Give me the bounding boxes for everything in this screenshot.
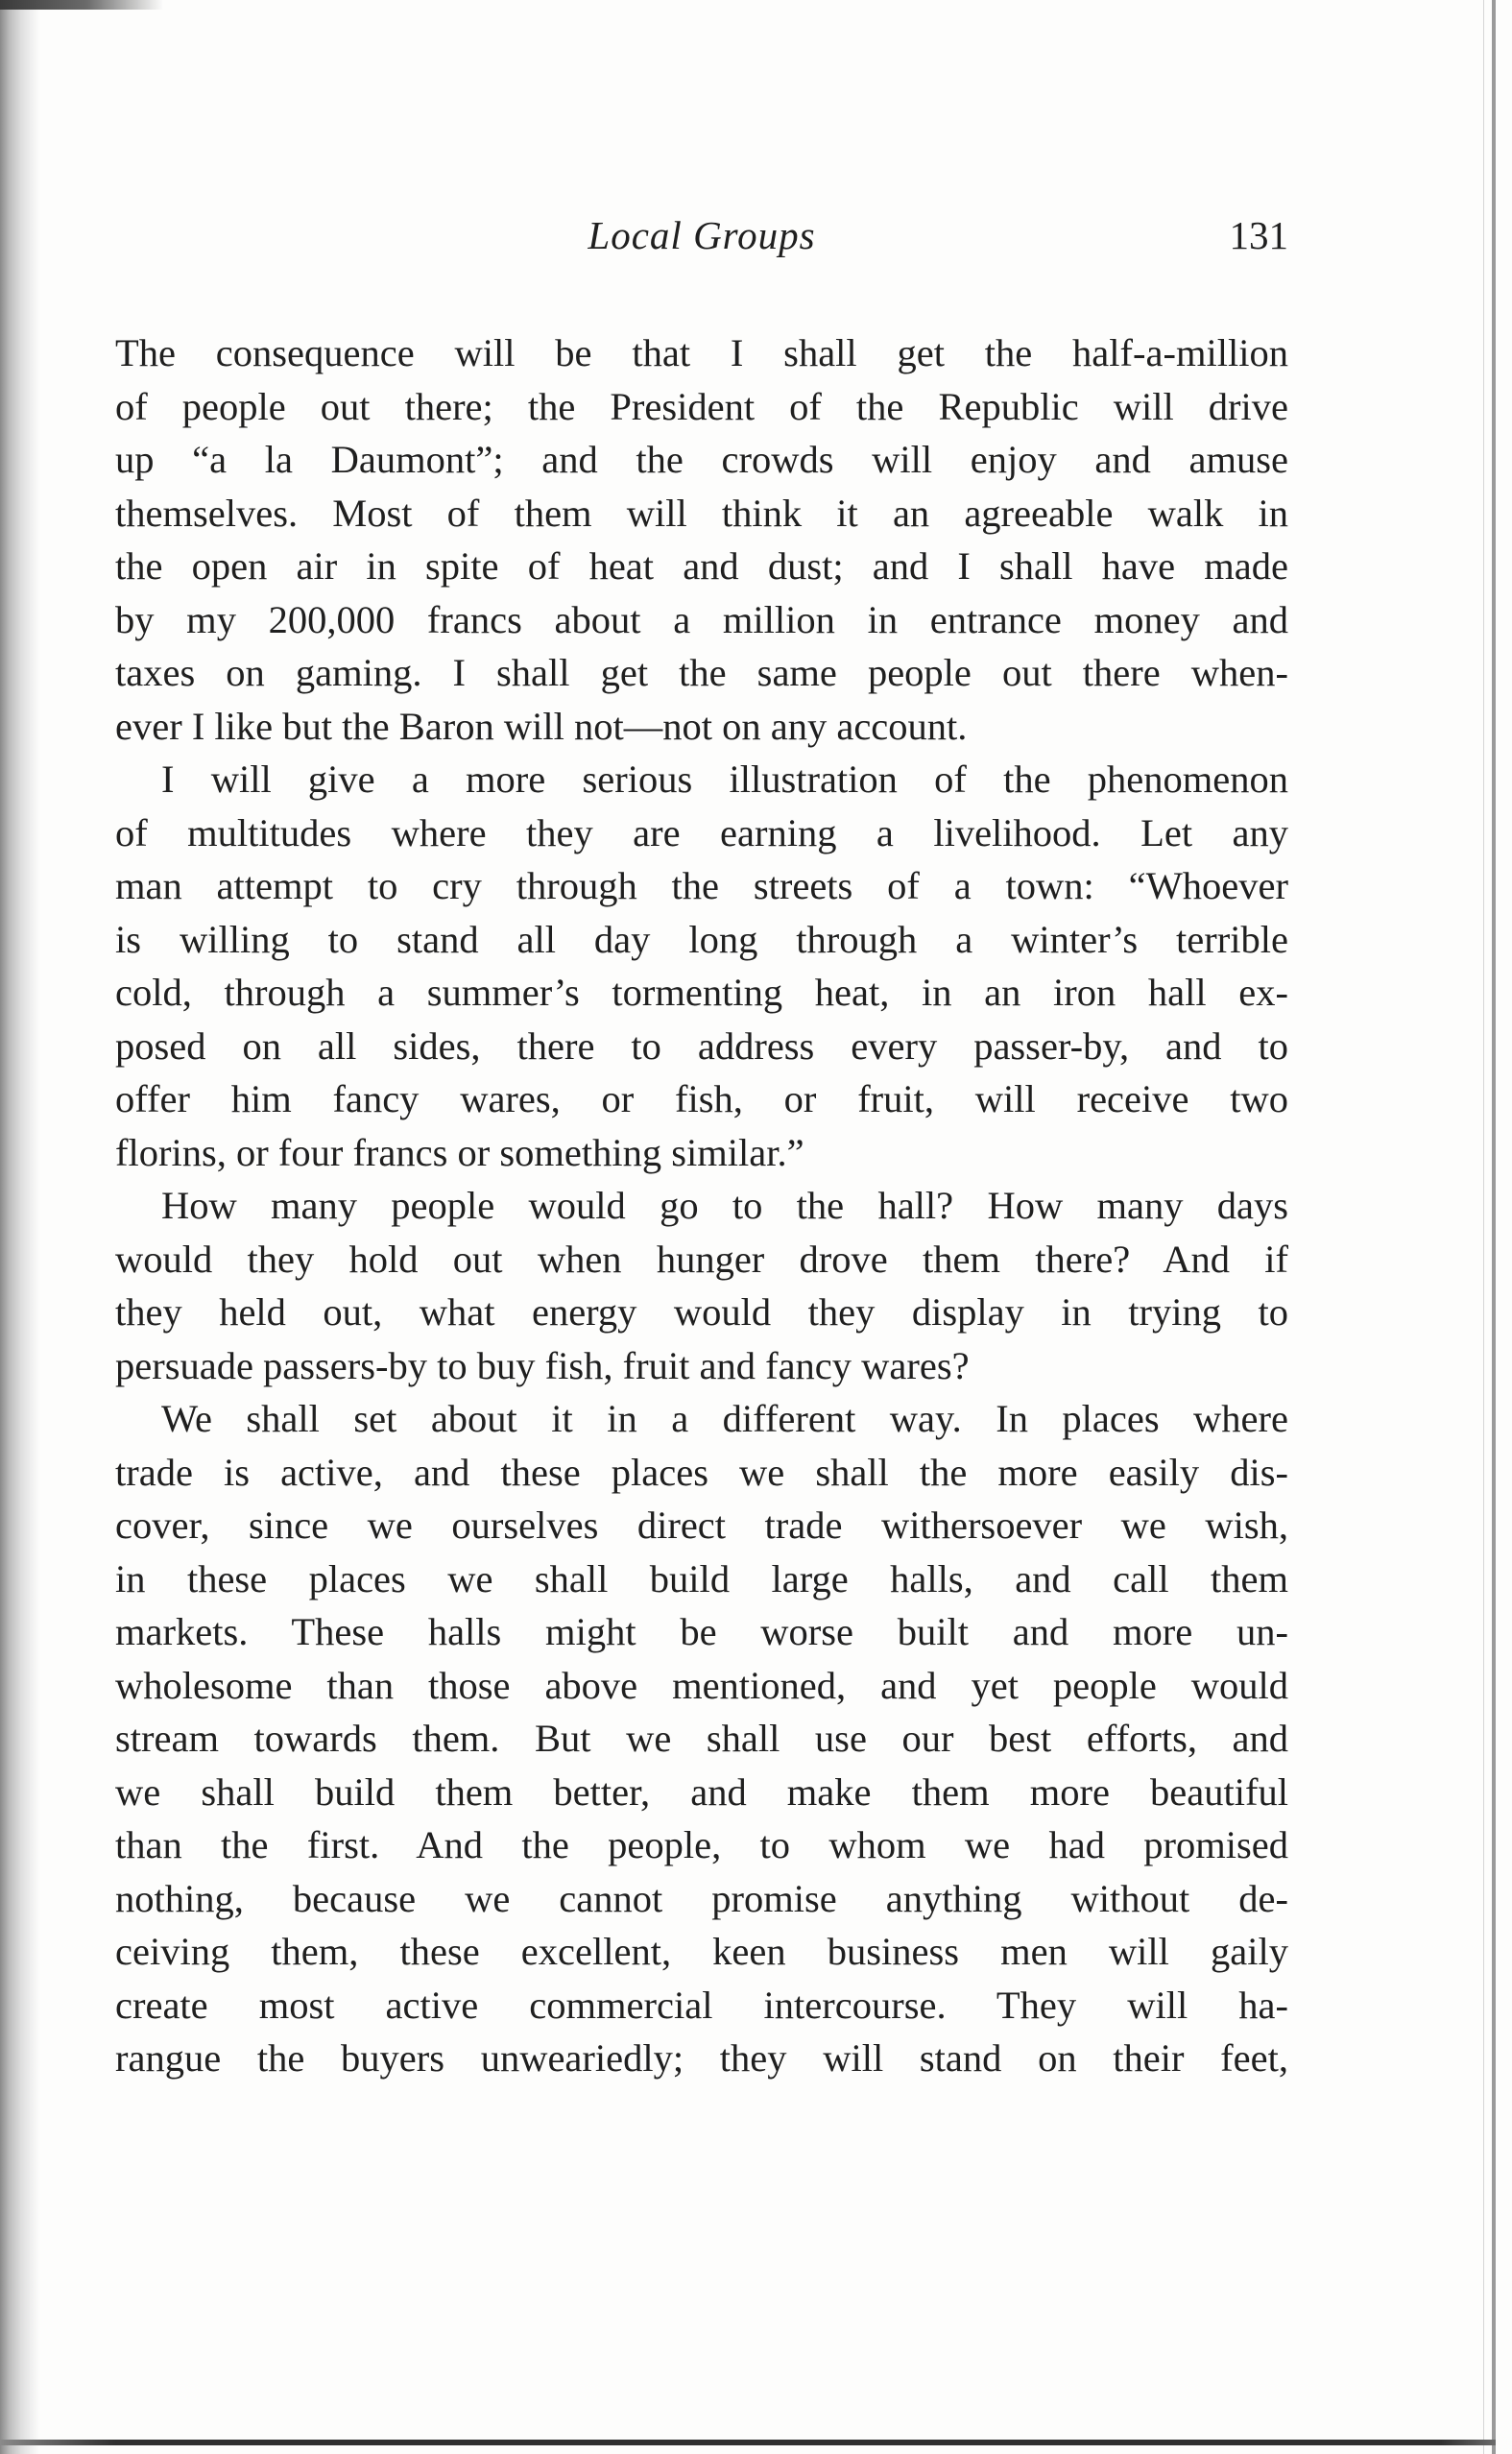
text-line: is willing to stand all day long through a winter’s terrible (115, 917, 1288, 961)
text-line: up “a la Daumont”; and the crowds will enjoy and amuse (115, 438, 1288, 481)
text-line: stream towards them. But we shall use our best efforts, and (115, 1717, 1288, 1760)
text-line: trade is active, and these places we shall the more easily dis- (115, 1450, 1288, 1494)
running-head-title: Local Groups (588, 213, 816, 257)
text-line: persuade passers-by to buy fish, fruit and fancy wares? (115, 1343, 970, 1387)
text-line: themselves. Most of them will think it an agreeable walk in (115, 491, 1288, 535)
text-line: create most active commercial intercourse. They will ha- (115, 1983, 1288, 2027)
body-text (115, 326, 1288, 2085)
text-line: cold, through a summer’s tormenting heat, in an iron hall ex- (115, 971, 1288, 1014)
text-line: rangue the buyers unweariedly; they will stand on their feet, (115, 2036, 1288, 2080)
text-line: markets. These halls might be worse built and more un- (115, 1610, 1288, 1653)
paragraph-first-line: We shall set about it in a different way. In places where (161, 1397, 1288, 1440)
text-line: would they hold out when hunger drove them there? And if (115, 1237, 1288, 1281)
text-line: posed on all sides, there to address every passer-by, and to (115, 1023, 1288, 1068)
text-line: ceiving them, these excellent, keen business men will gaily (115, 1930, 1288, 1973)
page-edge (1492, 0, 1496, 2454)
text-line: we shall build them better, and make them more beautiful (115, 1769, 1288, 1814)
bottom-page-edge (0, 2440, 1496, 2445)
text-line: in these places we shall build large halls, and call them (115, 1556, 1288, 1600)
text-line: of people out there; the President of the Republic will drive (115, 384, 1288, 428)
text-line: nothing, because we cannot promise anything without de- (115, 1876, 1288, 1920)
text-line: by my 200,000 francs about a million in entrance money and (115, 597, 1288, 641)
text-line: ever I like but the Baron will not—not on any account. (115, 704, 968, 748)
text-line: man attempt to cry through the streets of a town: “Whoever (115, 864, 1288, 907)
text-line: they held out, what energy would they display in trying to (115, 1290, 1288, 1334)
scan-corner-shadow (0, 0, 163, 10)
text-line: cover, since we ourselves direct trade withersoever we wish, (115, 1504, 1288, 1547)
text-line: taxes on gaming. I shall get the same people out there when- (115, 651, 1288, 694)
text-line: of multitudes where they are earning a livelihood. Let any (115, 810, 1288, 854)
binding-shadow (0, 0, 40, 2454)
text-line: than the first. And the people, to whom we had promised (115, 1823, 1288, 1866)
text-line: the open air in spite of heat and dust; and I shall have made (115, 544, 1288, 588)
page-number: 131 (1229, 213, 1288, 257)
text-line: offer him fancy wares, or fish, or fruit, will receive two (115, 1077, 1288, 1120)
text-line: The consequence will be that I shall get the half-a-million (115, 331, 1288, 374)
paragraph-first-line: I will give a more serious illustration of the phenomenon (161, 758, 1288, 801)
paragraph-first-line: How many people would go to the hall? How many days (161, 1184, 1288, 1227)
page-edge-line (1483, 0, 1484, 2454)
page-header (115, 206, 1288, 264)
text-line: wholesome than those above mentioned, and yet people would (115, 1663, 1288, 1707)
text-line: florins, or four francs or something similar.” (115, 1130, 804, 1174)
